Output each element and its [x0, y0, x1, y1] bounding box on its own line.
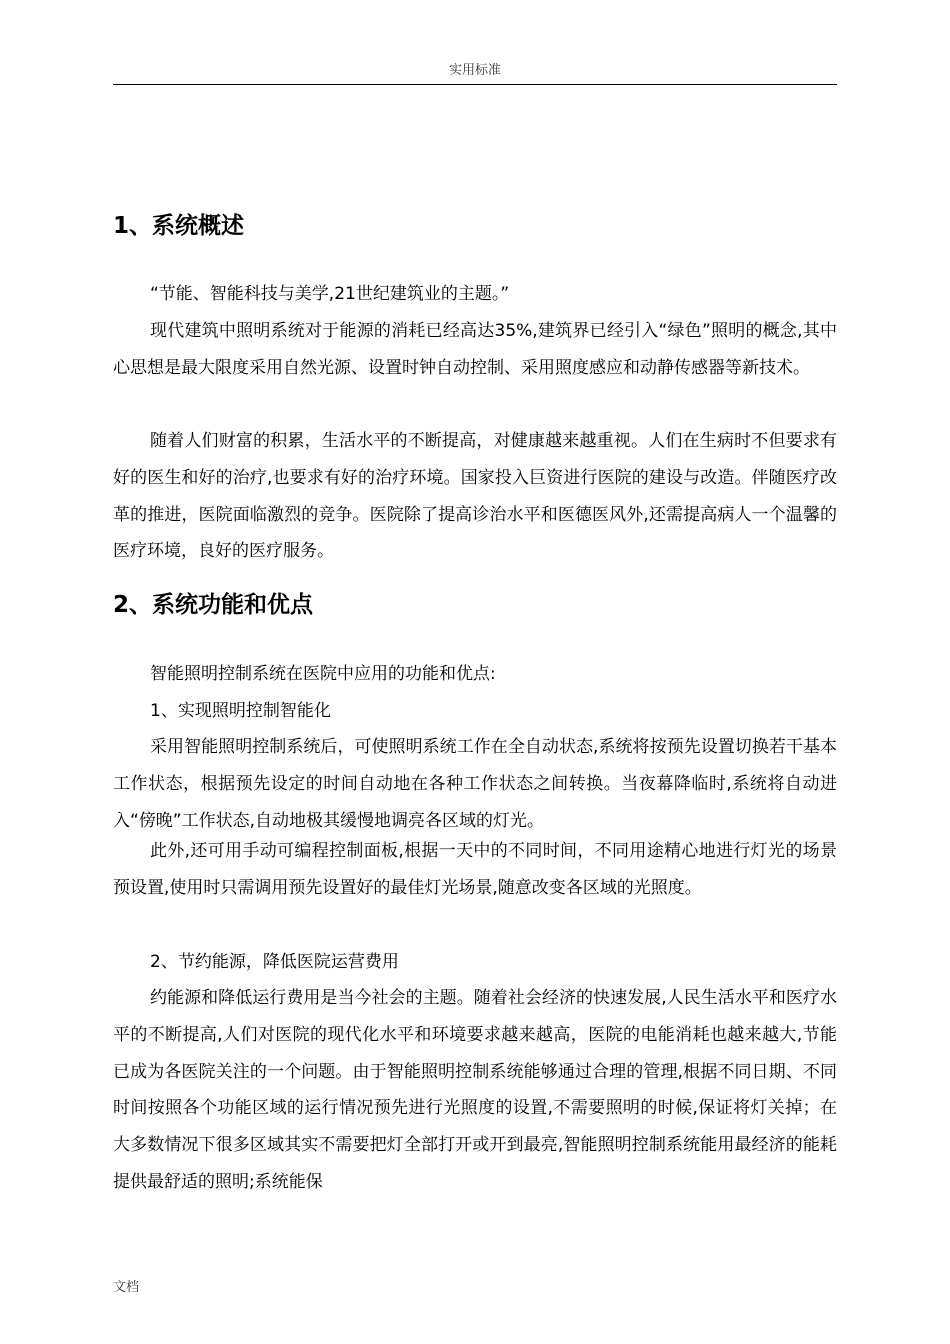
section-heading-functions: 2、系统功能和优点 — [113, 592, 314, 618]
page-footer: 文档 — [113, 1280, 140, 1295]
page-header: 实用标准 — [448, 63, 501, 78]
paragraph-intro: 智能照明控制系统在医院中应用的功能和优点: — [150, 664, 496, 684]
paragraph-energy: 约能源和降低运行费用是当今社会的主题。随着社会经济的快速发展,人民生活水平和医疗水平的不断提高,人们对医院的现代化水平和环境要求越来越高，医院的电能消耗也越来越大,节能已成为各医院关注的一个问题。由于智能照明控制系统能够通过合理的管理,根据不同日期、不同时间按照各个功能区域的运行情况预先进行光照度的设置,不需要照明的时候,保证将灯关掉；在大多数情况下很多区域其实不需要把灯全部打开或开到最亮,智能照明控制系统能用最经济的能耗提供最舒适的照明;系统能保 — [113, 988, 837, 1192]
paragraph-health: 随着人们财富的积累，生活水平的不断提高，对健康越来越重视。人们在生病时不但要求有好的医生和好的治疗,也要求有好的治疗环境。国家投入巨资进行医院的建设与改造。伴随医疗改革的推进，医院面临激烈的竞争。医院除了提高诊治水平和医德医风外,还需提高病人一个温馨的医疗环境，良好的医疗服务。 — [113, 431, 837, 562]
header-divider — [113, 84, 837, 85]
subheading-energy-saving: 2、节约能源，降低医院运营费用 — [150, 952, 399, 972]
paragraph-green-lighting: 现代建筑中照明系统对于能源的消耗已经高达35%,建筑界已经引入“绿色”照明的概念,其中心思想是最大限度采用自然光源、设置时钟自动控制、采用照度感应和动静传感器等新技术。 — [113, 321, 837, 378]
section-heading-overview: 1、系统概述 — [113, 213, 245, 239]
paragraph-manual-panel: 此外,还可用手动可编程控制面板,根据一天中的不同时间，不同用途精心地进行灯光的场景预设置,使用时只需调用预先设置好的最佳灯光场景,随意改变各区域的光照度。 — [113, 841, 837, 898]
paragraph-quote: “节能、智能科技与美学,21世纪建筑业的主题。” — [150, 284, 510, 304]
subheading-intelligent-control: 1、实现照明控制智能化 — [150, 701, 331, 721]
paragraph-auto-control: 采用智能照明控制系统后，可使照明系统工作在全自动状态,系统将按预先设置切换若干基本工作状态，根据预先设定的时间自动地在各种工作状态之间转换。当夜幕降临时,系统将自动进入“傍晚”工作状态,自动地极其缓慢地调亮各区域的灯光。 — [113, 737, 837, 831]
